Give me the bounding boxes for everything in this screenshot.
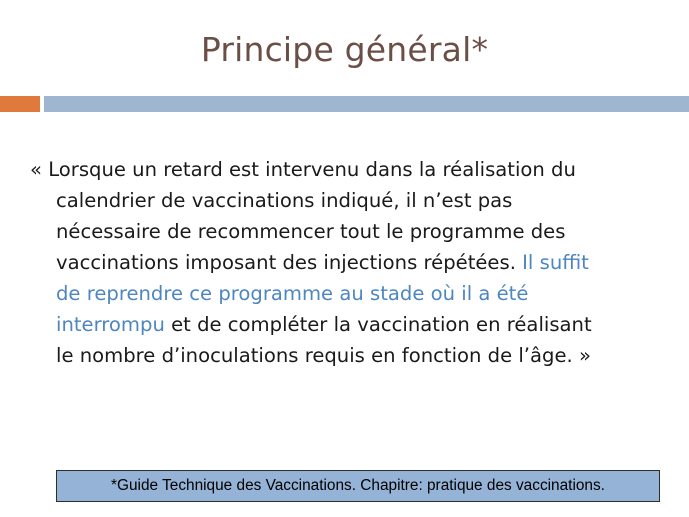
quote-line-6 [30,309,670,340]
quote-text: calendrier de vaccinations indiqué, il n’est pas [56,189,513,212]
quote-line-2 [30,185,670,216]
quote-highlight: interrompu [56,313,165,336]
quote-highlight: de reprendre ce programme au stade où il a été [56,282,529,305]
quote-line-4 [30,247,670,278]
quote-line-7 [30,340,670,371]
quote-text: et de compléter la vaccination en réalisant [164,313,592,336]
quote-highlight: Il suffit [522,251,589,274]
quote-line-5 [30,278,670,309]
footnote-box: *Guide Technique des Vaccinations. Chapitre: pratique des vaccinations. [56,470,660,502]
quote-paragraph [30,154,670,371]
quote-line-1 [30,154,670,185]
accent-band-blue [44,96,689,112]
quote-line-3 [30,216,670,247]
quote-text: nécessaire de recommencer tout le programme des [56,220,566,243]
quote-text: « Lorsque un retard est intervenu dans la réalisation du [30,158,576,181]
slide-title: Principe général* [200,30,489,69]
quote-text: vaccinations imposant des injections répétées. [56,251,523,274]
accent-band-orange [0,96,40,112]
quote-text: le nombre d’inoculations requis en fonction de l’âge. » [56,344,591,367]
